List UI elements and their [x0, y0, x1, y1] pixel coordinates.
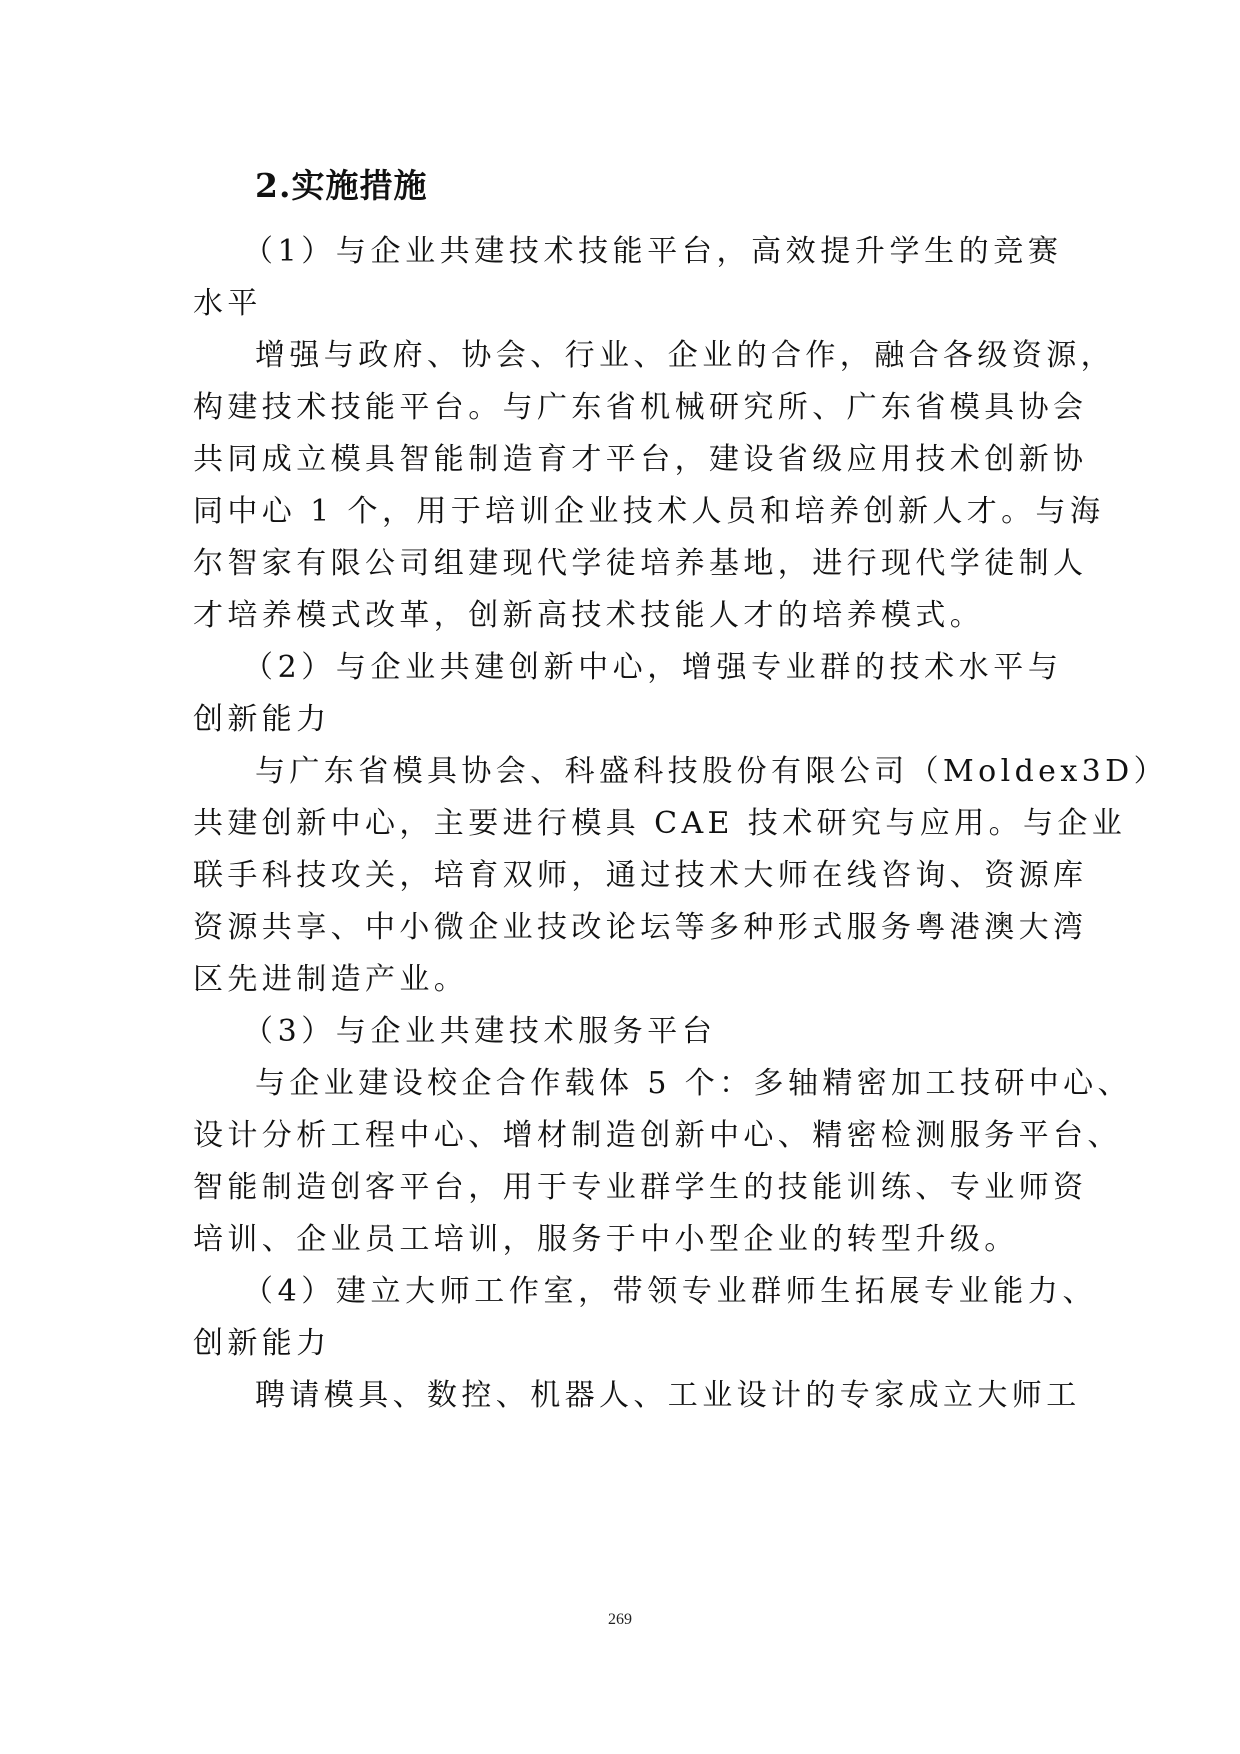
page-number: 269	[608, 1611, 632, 1628]
paragraph-1-line-4: 同中心 1 个，用于培训企业技术人员和培养创新人才。与海	[193, 494, 1105, 529]
subheading-4-line-2: 创新能力	[193, 1326, 331, 1361]
section-title: 2.实施措施	[255, 166, 428, 205]
subheading-1-line-2: 水平	[193, 286, 262, 321]
paragraph-2-line-1: 与广东省模具协会、科盛科技股份有限公司（Moldex3D）	[255, 754, 1168, 789]
paragraph-3-line-2: 设计分析工程中心、增材制造创新中心、精密检测服务平台、	[193, 1118, 1122, 1153]
subheading-2-line-1: （2）与企业共建创新中心，增强专业群的技术水平与	[243, 650, 1063, 685]
subheading-4-line-1: （4）建立大师工作室，带领专业群师生拓展专业能力、	[243, 1274, 1098, 1309]
paragraph-1-line-5: 尔智家有限公司组建现代学徒培养基地，进行现代学徒制人	[193, 546, 1088, 581]
paragraph-3-line-3: 智能制造创客平台，用于专业群学生的技能训练、专业师资	[193, 1170, 1088, 1205]
paragraph-2-line-5: 区先进制造产业。	[193, 962, 469, 997]
document-body	[193, 160, 1168, 1422]
subheading-2-line-2: 创新能力	[193, 702, 331, 737]
subheading-1-line-1: （1）与企业共建技术技能平台，高效提升学生的竞赛	[243, 234, 1063, 269]
paragraph-4-line-1: 聘请模具、数控、机器人、工业设计的专家成立大师工	[255, 1378, 1081, 1413]
paragraph-1-line-2: 构建技术技能平台。与广东省机械研究所、广东省模具协会	[193, 390, 1088, 425]
paragraph-3-line-1: 与企业建设校企合作载体 5 个：多轴精密加工技研中心、	[255, 1066, 1132, 1101]
paragraph-1-line-6: 才培养模式改革，创新高技术技能人才的培养模式。	[193, 598, 985, 633]
paragraph-2-line-3: 联手科技攻关，培育双师，通过技术大师在线咨询、资源库	[193, 858, 1088, 893]
paragraph-1-line-1: 增强与政府、协会、行业、企业的合作，融合各级资源，	[255, 338, 1115, 373]
paragraph-2-line-4: 资源共享、中小微企业技改论坛等多种形式服务粤港澳大湾	[193, 910, 1088, 945]
subheading-3-line-1: （3）与企业共建技术服务平台	[243, 1014, 717, 1049]
paragraph-3-line-4: 培训、企业员工培训，服务于中小型企业的转型升级。	[193, 1222, 1019, 1257]
paragraph-1-line-3: 共同成立模具智能制造育才平台，建设省级应用技术创新协	[193, 442, 1088, 477]
paragraph-2-line-2: 共建创新中心，主要进行模具 CAE 技术研究与应用。与企业	[193, 806, 1127, 841]
